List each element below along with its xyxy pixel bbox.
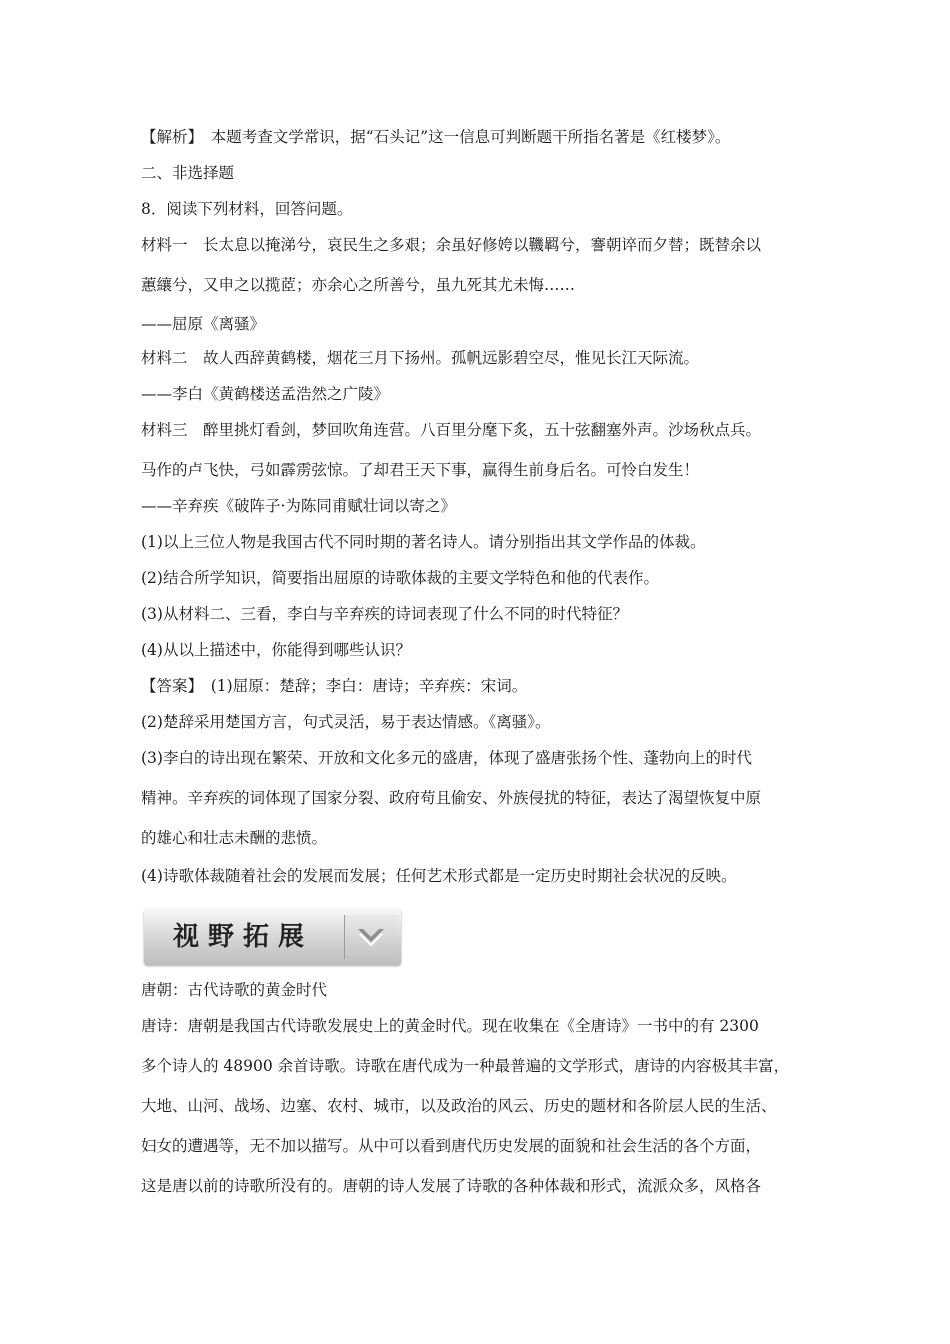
extension-line-3: 大地、山河、战场、边塞、农村、城市，以及政治的风云、历史的题材和各阶层人民的生活、 xyxy=(141,1097,777,1115)
answer-line-2: (2)楚辞采用楚国方言，句式灵活，易于表达情感。《离骚》。 xyxy=(141,713,551,731)
material-two-line: 材料二 故人西辞黄鹤楼，烟花三月下扬州。孤帆远影碧空尽，惟见长江天际流。 xyxy=(141,349,700,367)
answer-line-3c: 的雄心和壮志未酬的悲愤。 xyxy=(141,829,328,847)
extension-line-2: 多个诗人的 48900 余首诗歌。诗歌在唐代成为一种最普遍的文学形式，唐诗的内容极其丰富， xyxy=(141,1057,790,1075)
material-three-line-2: 马作的卢飞快，弓如霹雳弦惊。了却君王天下事，赢得生前身后名。可怜白发生！ xyxy=(141,461,700,479)
extension-line-4: 妇女的遭遇等，无不加以描写。从中可以看到唐代历史发展的面貌和社会生活的各个方面， xyxy=(141,1137,762,1155)
material-one-source: ——屈原《离骚》 xyxy=(141,315,266,333)
answer-line-1: 【答案】 (1)屈原：楚辞；李白：唐诗；辛弃疾：宋词。 xyxy=(141,677,528,695)
answer-line-3a: (3)李白的诗出现在繁荣、开放和文化多元的盛唐，体现了盛唐张扬个性、蓬勃向上的时代 xyxy=(141,749,752,767)
question-stem: 8．阅读下列材料，回答问题。 xyxy=(141,200,353,218)
question-part-4: (4)从以上描述中，你能得到哪些认识？ xyxy=(141,641,411,659)
analysis-line: 【解析】 本题考查文学常识，据“石头记”这一信息可判断题干所指名著是《红楼梦》。 xyxy=(141,128,731,146)
section-heading: 二、非选择题 xyxy=(141,164,235,182)
material-one-line-1: 材料一 长太息以掩涕兮，哀民生之多艰；余虽好修姱以鞿羁兮，謇朝谇而夕替；既替余以 xyxy=(141,236,762,254)
answer-line-4: (4)诗歌体裁随着社会的发展而发展；任何艺术形式都是一定历史时期社会状况的反映。 xyxy=(141,867,737,885)
extension-line-5: 这是唐以前的诗歌所没有的。唐朝的诗人发展了诗歌的各种体裁和形式，流派众多，风格各 xyxy=(141,1177,762,1195)
banner-title: 视野拓展 xyxy=(172,922,313,952)
extension-heading: 唐朝：古代诗歌的黄金时代 xyxy=(141,981,328,999)
answer-line-3b: 精神。辛弃疾的词体现了国家分裂、政府苟且偷安、外族侵扰的特征，表达了渴望恢复中原 xyxy=(141,789,762,807)
material-three-source: ——辛弃疾《破阵子·为陈同甫赋壮词以寄之》 xyxy=(141,497,456,515)
chevron-down-icon xyxy=(355,925,387,949)
banner-tab xyxy=(344,915,397,959)
material-one-line-2: 蕙纕兮，又申之以揽茝；亦余心之所善兮，虽九死其尤未悔…… xyxy=(141,276,576,294)
extension-line-1: 唐诗：唐朝是我国古代诗歌发展史上的黄金时代。现在收集在《全唐诗》一书中的有 2300 xyxy=(141,1017,759,1035)
horizon-expansion-banner xyxy=(144,909,401,965)
question-part-1: (1)以上三位人物是我国古代不同时期的著名诗人。请分别指出其文学作品的体裁。 xyxy=(141,533,706,551)
question-part-3: (3)从材料二、三看，李白与辛弃疾的诗词表现了什么不同的时代特征？ xyxy=(141,605,628,623)
material-two-source: ——李白《黄鹤楼送孟浩然之广陵》 xyxy=(141,385,390,403)
material-three-line-1: 材料三 醉里挑灯看剑，梦回吹角连营。八百里分麾下炙，五十弦翻塞外声。沙场秋点兵。 xyxy=(141,421,762,439)
question-part-2: (2)结合所学知识，简要指出屈原的诗歌体裁的主要文学特色和他的代表作。 xyxy=(141,569,659,587)
